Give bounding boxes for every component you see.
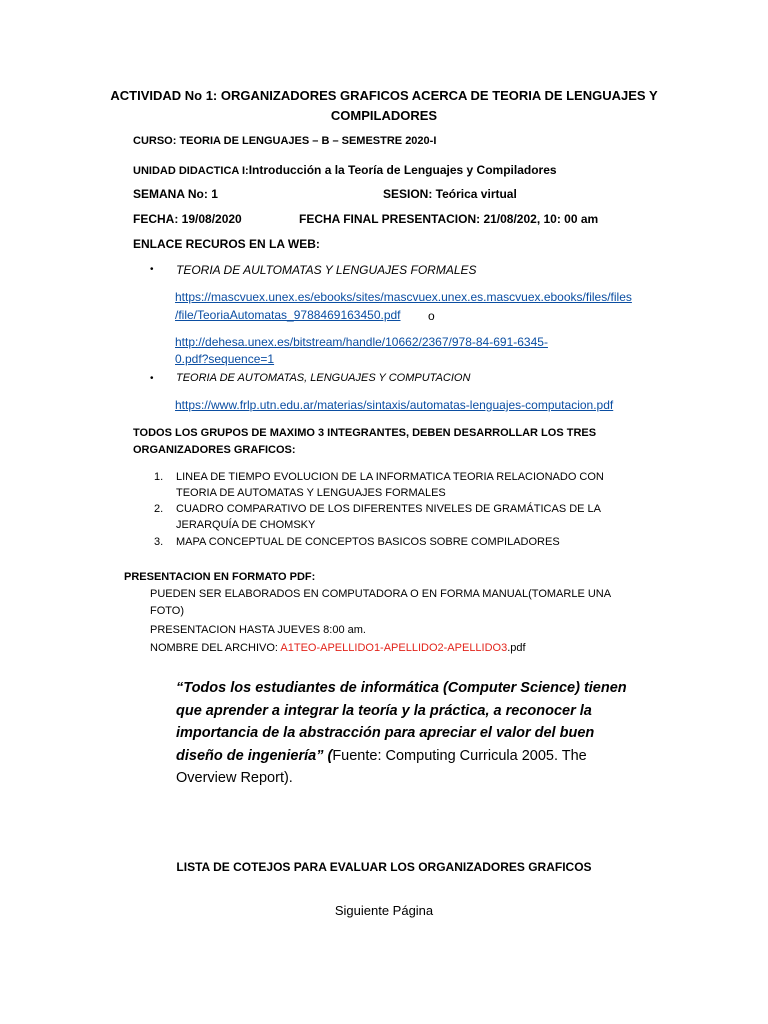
task-item-line1: CUADRO COMPARATIVO DE LOS DIFERENTES NIVELES DE GRAMÁTICAS DE LA: [176, 503, 602, 515]
task-number: 2.: [154, 503, 164, 515]
web-resources-heading: ENLACE RECUROS EN LA WEB:: [133, 237, 320, 251]
task-item-line1: LINEA DE TIEMPO EVOLUCION DE LA INFORMATICA TEORIA RELACIONADO CON: [176, 471, 604, 483]
quote-text: “Todos los estudiantes de informática (Computer Science) tienen que aprender a integrar la teoría y la práctica, a reconocer la importancia de la abstracción para apreciar el valor del buen diseño de ingeniería” (: [176, 680, 627, 764]
checklist-heading: LISTA DE COTEJOS PARA EVALUAR LOS ORGANIZADORES GRAFICOS: [176, 860, 592, 874]
quote-source: Fuente: Computing Curricula 2005. The Overview Report).: [176, 747, 587, 786]
pdf-presentation-heading: PRESENTACION EN FORMATO PDF:: [124, 571, 316, 583]
or-text: o: [428, 309, 435, 323]
task-number: 3.: [154, 536, 164, 548]
filename-extension: .pdf: [507, 642, 526, 654]
presentation-line1: PUEDEN SER ELABORADOS EN COMPUTADORA O EN FORMA MANUAL(TOMARLE UNA: [150, 588, 612, 600]
bullet-icon: •: [150, 373, 154, 384]
course-line: CURSO: TEORIA DE LENGUAJES – B – SEMESTRE 2020-I: [133, 135, 437, 147]
resource-link-2-line2[interactable]: 0.pdf?sequence=1: [175, 352, 275, 366]
bullet-icon: •: [150, 264, 154, 275]
session-line: SESION: Teórica virtual: [383, 187, 517, 201]
unit-value: Introducción a la Teoría de Lenguajes y Compiladores: [248, 163, 557, 177]
resource-link-2-line1[interactable]: http://dehesa.unex.es/bitstream/handle/10662/2367/978-84-691-6345-: [175, 335, 548, 349]
activity-title: ACTIVIDAD No 1: ORGANIZADORES GRAFICOS ACERCA DE TEORIA DE LENGUAJES Y COMPILADORES: [110, 88, 658, 123]
date-line: FECHA: 19/08/2020: [133, 212, 242, 226]
final-date-line: FECHA FINAL PRESENTACION: 21/08/202, 10: 00 am: [299, 212, 599, 226]
groups-instruction-line1: TODOS LOS GRUPOS DE MAXIMO 3 INTEGRANTES, DEBEN DESARROLLAR LOS TRES: [133, 427, 597, 439]
task-number: 1.: [154, 471, 164, 483]
quote-block: [176, 677, 636, 790]
filename-line: [150, 642, 526, 654]
filename-value: A1TEO-APELLIDO1-APELLIDO2-APELLIDO3: [280, 642, 508, 654]
task-item-line1: MAPA CONCEPTUAL DE CONCEPTOS BASICOS SOBRE COMPILADORES: [176, 536, 560, 548]
resource-link-1-line1[interactable]: https://mascvuex.unex.es/ebooks/sites/mascvuex.unex.es.mascvuex.ebooks/files/files: [175, 290, 632, 304]
unit-line: [133, 161, 557, 179]
resource-link-1-line2[interactable]: /file/TeoriaAutomatas_9788469163450.pdf: [175, 308, 401, 322]
resource-title-1: TEORIA DE AULTOMATAS Y LENGUAJES FORMALES: [176, 263, 477, 277]
next-page-text: Siguiente Página: [334, 903, 434, 918]
filename-label: NOMBRE DEL ARCHIVO:: [150, 642, 281, 654]
resource-title-2: TEORIA DE AUTOMATAS, LENGUAJES Y COMPUTACION: [176, 372, 471, 384]
task-item-line2: TEORIA DE AUTOMATAS Y LENGUAJES FORMALES: [176, 487, 446, 499]
resource-link-3[interactable]: https://www.frlp.utn.edu.ar/materias/sintaxis/automatas-lenguajes-computacion.pdf: [175, 398, 614, 412]
groups-instruction-line2: ORGANIZADORES GRAFICOS:: [133, 444, 296, 456]
unit-label: UNIDAD DIDACTICA I:: [133, 165, 249, 177]
week-line: SEMANA No: 1: [133, 187, 218, 201]
task-item-line2: JERARQUÍA DE CHOMSKY: [176, 519, 316, 531]
presentation-line2: FOTO): [150, 605, 185, 617]
presentation-line3: PRESENTACION HASTA JUEVES 8:00 am.: [150, 624, 366, 636]
